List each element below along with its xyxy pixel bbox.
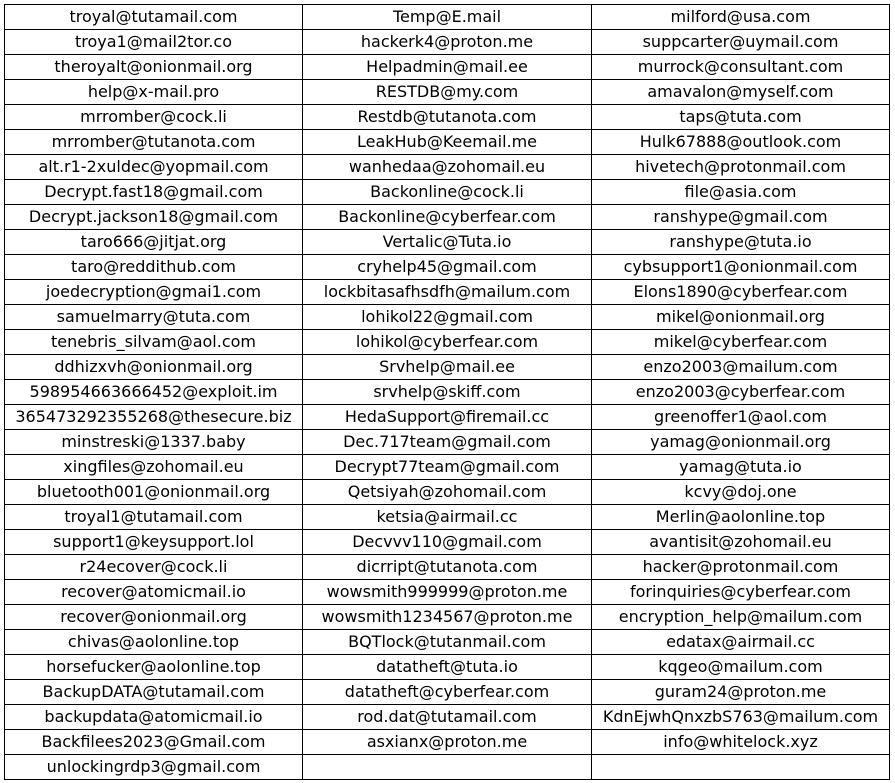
table-cell: Temp@E.mail <box>303 5 592 30</box>
table-cell: bluetooth001@onionmail.org <box>5 480 303 505</box>
table-cell: hivetech@protonmail.com <box>592 155 890 180</box>
table-cell: srvhelp@skiff.com <box>303 380 592 405</box>
table-cell: ranshype@gmail.com <box>592 205 890 230</box>
table-row <box>5 480 890 505</box>
table-cell: Decrypt.jackson18@gmail.com <box>5 205 303 230</box>
table-cell: Helpadmin@mail.ee <box>303 55 592 80</box>
table-cell: Restdb@tutanota.com <box>303 105 592 130</box>
table-row <box>5 80 890 105</box>
table-cell: wowsmith1234567@proton.me <box>303 605 592 630</box>
table-row <box>5 255 890 280</box>
table-body <box>5 5 890 780</box>
table-row <box>5 105 890 130</box>
table-cell: samuelmarry@tuta.com <box>5 305 303 330</box>
table-cell: kqgeo@mailum.com <box>592 655 890 680</box>
table-row <box>5 455 890 480</box>
table-cell: horsefucker@aolonline.top <box>5 655 303 680</box>
table-cell: Srvhelp@mail.ee <box>303 355 592 380</box>
table-row <box>5 380 890 405</box>
table-cell: ddhizxvh@onionmail.org <box>5 355 303 380</box>
table-row <box>5 130 890 155</box>
table-row <box>5 680 890 705</box>
table-cell: wanhedaa@zohomail.eu <box>303 155 592 180</box>
table-row <box>5 630 890 655</box>
table-cell: Vertalic@Tuta.io <box>303 230 592 255</box>
table-cell: mikel@onionmail.org <box>592 305 890 330</box>
table-row <box>5 5 890 30</box>
table-cell: joedecryption@gmai1.com <box>5 280 303 305</box>
table-cell: datatheft@cyberfear.com <box>303 680 592 705</box>
table-cell: Elons1890@cyberfear.com <box>592 280 890 305</box>
table-cell: Decvvv110@gmail.com <box>303 530 592 555</box>
table-cell: troya1@mail2tor.co <box>5 30 303 55</box>
table-cell: asxianx@proton.me <box>303 730 592 755</box>
table-cell: file@asia.com <box>592 180 890 205</box>
table-cell: troyal@tutamail.com <box>5 5 303 30</box>
table-cell: hacker@protonmail.com <box>592 555 890 580</box>
table-cell: mikel@cyberfear.com <box>592 330 890 355</box>
table-cell: RESTDB@my.com <box>303 80 592 105</box>
table-cell: lohikol22@gmail.com <box>303 305 592 330</box>
table-cell: amavalon@myself.com <box>592 80 890 105</box>
table-cell: Decrypt77team@gmail.com <box>303 455 592 480</box>
table-row <box>5 180 890 205</box>
table-cell: LeakHub@Keemail.me <box>303 130 592 155</box>
table-cell: chivas@aolonline.top <box>5 630 303 655</box>
table-cell: cybsupport1@onionmail.com <box>592 255 890 280</box>
table-row <box>5 55 890 80</box>
table-row <box>5 580 890 605</box>
table-cell: backupdata@atomicmail.io <box>5 705 303 730</box>
table-cell: datatheft@tuta.io <box>303 655 592 680</box>
table-cell: xingfiles@zohomail.eu <box>5 455 303 480</box>
table-cell: recover@atomicmail.io <box>5 580 303 605</box>
table-cell: yamag@onionmail.org <box>592 430 890 455</box>
table-cell: taro@reddithub.com <box>5 255 303 280</box>
table-cell: Merlin@aolonline.top <box>592 505 890 530</box>
table-row <box>5 655 890 680</box>
table-row <box>5 155 890 180</box>
table-cell: encryption_help@mailum.com <box>592 605 890 630</box>
table-cell: ranshype@tuta.io <box>592 230 890 255</box>
table-cell: KdnEjwhQnxzbS763@mailum.com <box>592 705 890 730</box>
table-cell: Decrypt.fast18@gmail.com <box>5 180 303 205</box>
table-cell: hackerk4@proton.me <box>303 30 592 55</box>
table-cell: cryhelp45@gmail.com <box>303 255 592 280</box>
table-cell: wowsmith999999@proton.me <box>303 580 592 605</box>
table-cell: Backonline@cock.li <box>303 180 592 205</box>
table-cell: avantisit@zohomail.eu <box>592 530 890 555</box>
table-row <box>5 605 890 630</box>
table-cell: mrromber@cock.li <box>5 105 303 130</box>
table-row <box>5 530 890 555</box>
table-cell: lockbitasafhsdfh@mailum.com <box>303 280 592 305</box>
table-cell: info@whitelock.xyz <box>592 730 890 755</box>
table-cell <box>303 755 592 780</box>
table-cell: Hulk67888@outlook.com <box>592 130 890 155</box>
table-cell: r24ecover@cock.li <box>5 555 303 580</box>
table-row <box>5 405 890 430</box>
table-row <box>5 555 890 580</box>
table-cell: ketsia@airmail.cc <box>303 505 592 530</box>
table-cell: lohikol@cyberfear.com <box>303 330 592 355</box>
table-cell: taps@tuta.com <box>592 105 890 130</box>
table-row <box>5 330 890 355</box>
table-row <box>5 730 890 755</box>
table-cell: enzo2003@mailum.com <box>592 355 890 380</box>
table-cell: kcvy@doj.one <box>592 480 890 505</box>
table-cell: troyal1@tutamail.com <box>5 505 303 530</box>
table-cell: support1@keysupport.lol <box>5 530 303 555</box>
table-row <box>5 205 890 230</box>
table-cell: HedaSupport@firemail.cc <box>303 405 592 430</box>
table-cell: edatax@airmail.cc <box>592 630 890 655</box>
table-row <box>5 430 890 455</box>
table-cell: murrock@consultant.com <box>592 55 890 80</box>
table-cell: alt.r1-2xuldec@yopmail.com <box>5 155 303 180</box>
table-cell: tenebris_silvam@aol.com <box>5 330 303 355</box>
table-cell: enzo2003@cyberfear.com <box>592 380 890 405</box>
table-cell: theroyalt@onionmail.org <box>5 55 303 80</box>
table-cell: recover@onionmail.org <box>5 605 303 630</box>
table-cell: help@x-mail.pro <box>5 80 303 105</box>
table-cell: minstreski@1337.baby <box>5 430 303 455</box>
table-cell: rod.dat@tutamail.com <box>303 705 592 730</box>
table-row <box>5 355 890 380</box>
table-cell: yamag@tuta.io <box>592 455 890 480</box>
table-cell: suppcarter@uymail.com <box>592 30 890 55</box>
table-cell: Qetsiyah@zohomail.com <box>303 480 592 505</box>
table-cell: dicrript@tutanota.com <box>303 555 592 580</box>
table-cell: 365473292355268@thesecure.biz <box>5 405 303 430</box>
table-cell: mrromber@tutanota.com <box>5 130 303 155</box>
table-cell: BQTlock@tutanmail.com <box>303 630 592 655</box>
table-cell: milford@usa.com <box>592 5 890 30</box>
table-cell: forinquiries@cyberfear.com <box>592 580 890 605</box>
table-row <box>5 755 890 780</box>
email-address-table <box>4 4 890 780</box>
table-cell: Backonline@cyberfear.com <box>303 205 592 230</box>
table-cell: 598954663666452@exploit.im <box>5 380 303 405</box>
table-row <box>5 230 890 255</box>
table-row <box>5 280 890 305</box>
table-cell: guram24@proton.me <box>592 680 890 705</box>
table-cell: greenoffer1@aol.com <box>592 405 890 430</box>
table-row <box>5 705 890 730</box>
table-row <box>5 30 890 55</box>
table-row <box>5 305 890 330</box>
table-cell <box>592 755 890 780</box>
table-cell: BackupDATA@tutamail.com <box>5 680 303 705</box>
table-cell: unlockingrdp3@gmail.com <box>5 755 303 780</box>
table-cell: taro666@jitjat.org <box>5 230 303 255</box>
table-row <box>5 505 890 530</box>
table-cell: Backfilees2023@Gmail.com <box>5 730 303 755</box>
table-cell: Dec.717team@gmail.com <box>303 430 592 455</box>
